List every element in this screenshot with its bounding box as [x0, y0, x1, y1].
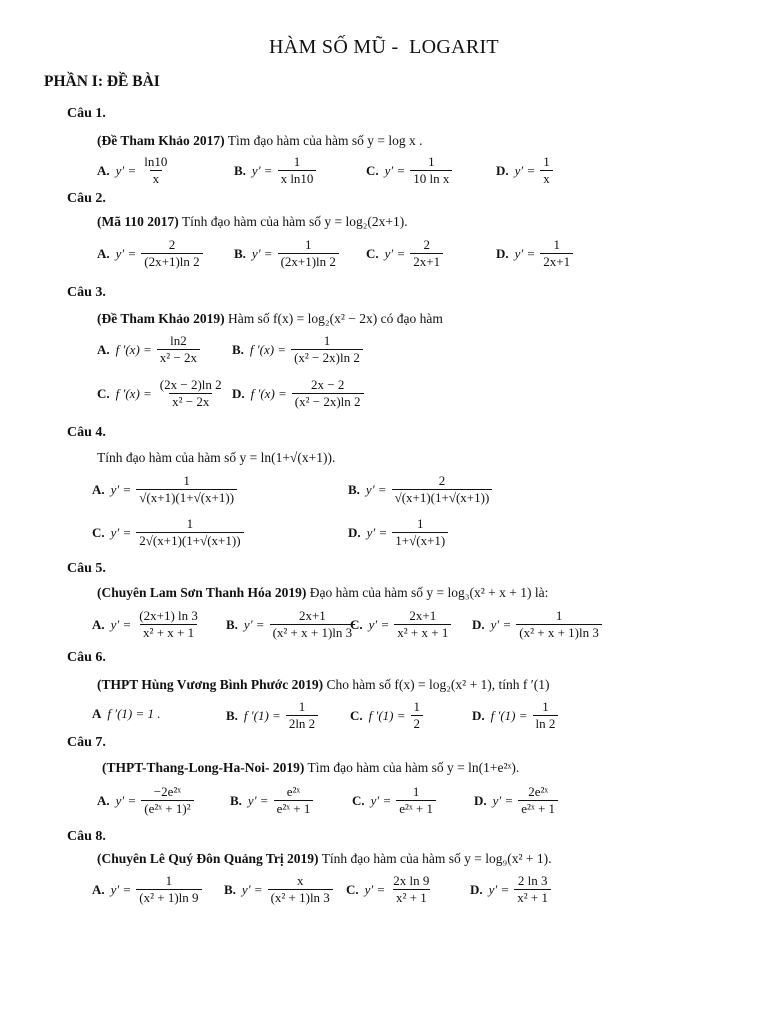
numerator: ln2 — [170, 333, 187, 348]
denominator: (x² + x + 1)ln 3 — [516, 624, 602, 641]
answer-option — [97, 155, 172, 187]
numerator: 2 — [438, 473, 446, 488]
numerator: 1 — [183, 473, 190, 488]
denominator: e²ˣ + 1 — [396, 800, 436, 817]
option-label: A. — [97, 246, 110, 262]
option-label: C. — [366, 246, 379, 262]
numerator: 1 — [428, 154, 435, 169]
numerator: x — [296, 873, 304, 888]
option-label: D. — [348, 525, 361, 541]
question-source: (Đề Tham Khảo 2017) — [97, 133, 225, 148]
question-6-heading: Câu 6. — [67, 650, 106, 665]
denominator: 2 — [411, 715, 424, 732]
question-1-prompt — [97, 133, 422, 149]
option-lhs: f ′(1) = — [368, 708, 406, 724]
denominator: x² − 2x — [157, 349, 200, 366]
fraction — [157, 378, 225, 410]
question-3-prompt — [97, 311, 443, 327]
question-text: Đạo hàm của hàm số y = log₃(x² + x + 1) là: — [309, 585, 549, 600]
numerator: 2e²ˣ — [528, 784, 549, 799]
option-label: B. — [224, 882, 236, 898]
option-lhs: y′ = — [490, 617, 512, 633]
option-label: B. — [226, 708, 238, 724]
option-lhs: y′ = — [370, 793, 392, 809]
option-lhs: f ′(x) = — [249, 342, 287, 358]
question-text: Tính đạo hàm của hàm số y = ln(1+√(x+1)). — [97, 450, 336, 465]
numerator: 1 — [304, 237, 312, 252]
denominator: x — [540, 170, 553, 187]
answer-option — [348, 517, 450, 549]
option-label: C. — [97, 386, 110, 402]
answer-option — [470, 874, 553, 906]
answer-option — [350, 700, 425, 732]
question-text: Tính đạo hàm của hàm số y = log₉(x² + 1). — [321, 851, 552, 866]
denominator: (x² + 1)ln 9 — [136, 889, 201, 906]
denominator: (2x+1)ln 2 — [278, 253, 339, 270]
option-lhs: y′ = — [364, 882, 386, 898]
fraction — [278, 238, 339, 270]
option-label: A. — [97, 163, 110, 179]
denominator: (x² − 2x)ln 2 — [292, 393, 364, 410]
question-source: (Mã 110 2017) — [97, 214, 179, 229]
option-lhs: y′ = — [514, 163, 536, 179]
fraction — [516, 609, 602, 641]
answer-option — [474, 785, 560, 817]
numerator: 1 — [543, 154, 550, 169]
answer-option — [232, 378, 366, 410]
question-2-heading: Câu 2. — [67, 191, 106, 206]
fraction — [136, 517, 243, 549]
denominator: √(x+1)(1+√(x+1)) — [392, 489, 493, 506]
option-lhs: f ′(1) = — [490, 708, 528, 724]
numerator: 1 — [323, 333, 331, 348]
answer-option — [97, 334, 202, 366]
option-label: C. — [350, 617, 363, 633]
fraction — [274, 785, 314, 817]
question-8-prompt — [97, 851, 552, 867]
option-label: C. — [352, 793, 365, 809]
numerator: 1 — [412, 784, 420, 799]
answer-option — [496, 238, 575, 270]
question-source: (Chuyên Lê Quý Đôn Quảng Trị 2019) — [97, 851, 319, 866]
fraction — [141, 785, 193, 817]
numerator: −2e²ˣ — [153, 784, 182, 799]
option-label: B. — [226, 617, 238, 633]
fraction — [278, 155, 317, 187]
option-lhs: y′ = — [251, 163, 273, 179]
option-label: D. — [472, 617, 485, 633]
option-label: D. — [472, 708, 485, 724]
option-lhs: f ′(x) = — [250, 386, 287, 402]
question-7-prompt — [102, 760, 519, 776]
option-label: D. — [496, 246, 509, 262]
question-3-heading: Câu 3. — [67, 285, 106, 300]
question-text: Cho hàm số f(x) = log₂(x² + 1), tính f ′(1) — [326, 677, 550, 692]
fraction — [518, 785, 558, 817]
fraction — [136, 874, 201, 906]
option-label: A. — [97, 793, 110, 809]
answer-option — [226, 609, 357, 641]
option-label: B. — [234, 246, 246, 262]
option-lhs: y′ = — [384, 246, 406, 262]
fraction — [136, 609, 201, 641]
denominator: e²ˣ + 1 — [518, 800, 558, 817]
option-label: D. — [496, 163, 509, 179]
fraction — [270, 609, 356, 641]
option-label: B. — [348, 482, 360, 498]
answer-option — [230, 785, 315, 817]
option-label: D. — [470, 882, 483, 898]
option-label: B. — [230, 793, 242, 809]
option-lhs: y′ = — [251, 246, 273, 262]
fraction — [540, 155, 553, 187]
option-label: D. — [474, 793, 487, 809]
question-7-heading: Câu 7. — [67, 735, 106, 750]
denominator: x² + 1 — [393, 889, 430, 906]
option-label: C. — [366, 163, 379, 179]
fraction — [410, 238, 443, 270]
numerator: 1 — [542, 699, 549, 714]
numerator: 1 — [413, 699, 421, 714]
answer-option — [496, 155, 555, 187]
option-label: D. — [232, 386, 245, 402]
numerator: 2x+1 — [298, 608, 326, 623]
question-text: Tìm đạo hàm của hàm số y = ln(1+e²ˣ). — [307, 760, 520, 775]
numerator: ln10 — [144, 154, 168, 169]
numerator: 1 — [165, 873, 173, 888]
denominator: x — [150, 170, 163, 187]
denominator: 2x+1 — [540, 253, 573, 270]
option-lhs: y′ = — [241, 882, 263, 898]
answer-option — [92, 609, 203, 641]
option-lhs: y′ = — [384, 163, 406, 179]
fraction — [286, 700, 318, 732]
option-lhs: y′ = — [115, 246, 137, 262]
denominator: 2x+1 — [410, 253, 443, 270]
option-label: C. — [350, 708, 363, 724]
numerator: 2 — [423, 237, 430, 252]
option-lhs: y′ = — [243, 617, 265, 633]
denominator: √(x+1)(1+√(x+1)) — [136, 489, 237, 506]
option-lhs: y′ = — [366, 525, 388, 541]
fraction — [392, 517, 448, 549]
answer-option — [97, 785, 196, 817]
fraction — [392, 474, 493, 506]
numerator: (2x − 2)ln 2 — [159, 377, 222, 392]
option-lhs: y′ = — [488, 882, 510, 898]
answer-option — [226, 700, 320, 732]
option-lhs: f ′(x) = — [115, 386, 152, 402]
answer-option — [92, 517, 246, 549]
option-label: A. — [92, 617, 105, 633]
numerator: 2x − 2 — [311, 377, 345, 392]
fraction — [394, 609, 451, 641]
answer-option — [472, 609, 604, 641]
answer-option — [92, 874, 204, 906]
numerator: 1 — [186, 516, 194, 531]
numerator: (2x+1) ln 3 — [139, 608, 198, 623]
answer-option — [366, 238, 445, 270]
answer-option — [472, 700, 560, 732]
answer-option — [352, 785, 438, 817]
fraction — [396, 785, 436, 817]
answer-option — [232, 334, 365, 366]
answer-option — [92, 474, 239, 506]
option-lhs: y′ = — [115, 163, 137, 179]
option-label: A. — [92, 882, 105, 898]
denominator: x ln10 — [278, 170, 317, 187]
option-lhs: y′ = — [247, 793, 269, 809]
denominator: (x² + 1)ln 3 — [268, 889, 333, 906]
answer-option — [92, 706, 164, 722]
option-label: B. — [232, 342, 244, 358]
option-lhs: f ′(x) = — [115, 342, 152, 358]
fraction — [268, 874, 333, 906]
answer-option — [350, 609, 453, 641]
numerator: 1 — [298, 699, 306, 714]
option-label: C. — [92, 525, 105, 541]
option-lhs: f ′(1) = — [243, 708, 281, 724]
question-6-prompt — [97, 677, 550, 693]
answer-option — [348, 474, 494, 506]
denominator: (2x+1)ln 2 — [141, 253, 202, 270]
option-label: A. — [97, 342, 110, 358]
denominator: x² + 1 — [514, 889, 551, 906]
numerator: 2x+1 — [409, 608, 437, 623]
numerator: 2 ln 3 — [517, 873, 548, 888]
fraction — [514, 874, 551, 906]
question-text: Tìm đạo hàm của hàm số y = log x . — [227, 133, 423, 148]
option-lhs: y′ = — [492, 793, 514, 809]
question-4-heading: Câu 4. — [67, 425, 106, 440]
question-4-prompt — [97, 450, 335, 466]
denominator: (x² − 2x)ln 2 — [291, 349, 363, 366]
question-2-prompt — [97, 214, 408, 230]
answer-option — [366, 155, 454, 187]
question-5-heading: Câu 5. — [67, 561, 106, 576]
fraction — [540, 238, 573, 270]
fraction — [141, 155, 170, 187]
numerator: 1 — [555, 608, 563, 623]
question-1-heading: Câu 1. — [67, 106, 106, 121]
question-5-prompt — [97, 585, 548, 601]
option-lhs: y′ = — [365, 482, 387, 498]
denominator: x² − 2x — [169, 393, 212, 410]
option-lhs: y′ = — [110, 482, 132, 498]
denominator: x² + x + 1 — [394, 624, 451, 641]
option-lhs: y′ = — [110, 617, 132, 633]
fraction — [141, 238, 202, 270]
numerator: 2x ln 9 — [393, 873, 430, 888]
denominator: 2ln 2 — [286, 715, 318, 732]
question-source: (THPT-Thang-Long-Ha-Noi- 2019) — [102, 760, 305, 775]
answer-option — [224, 874, 335, 906]
option-lhs: y′ = — [110, 882, 132, 898]
fraction — [533, 700, 559, 732]
option-lhs: y′ = — [115, 793, 137, 809]
numerator: e²ˣ — [286, 784, 301, 799]
question-8-heading: Câu 8. — [67, 829, 106, 844]
fraction — [136, 474, 237, 506]
fraction — [157, 334, 200, 366]
fraction — [292, 378, 364, 410]
numerator: 1 — [553, 237, 560, 252]
option-label: A. — [92, 482, 105, 498]
part-heading: PHẦN I: ĐỀ BÀI — [44, 73, 160, 90]
denominator: 10 ln x — [410, 170, 452, 187]
fraction — [390, 874, 432, 906]
answer-option — [97, 378, 227, 410]
option-lhs: y′ = — [368, 617, 390, 633]
question-source: (Đề Tham Khảo 2019) — [97, 311, 225, 326]
question-text: Tính đạo hàm của hàm số y = log₂(2x+1). — [181, 214, 408, 229]
option-lhs: y′ = — [514, 246, 536, 262]
fraction — [291, 334, 363, 366]
option-label: A — [92, 706, 102, 721]
option-label: B. — [234, 163, 246, 179]
question-text: Hàm số f(x) = log₂(x² − 2x) có đạo hàm — [228, 311, 443, 326]
question-source: (Chuyên Lam Sơn Thanh Hóa 2019) — [97, 585, 307, 600]
denominator: x² + x + 1 — [140, 624, 197, 641]
answer-option — [234, 155, 318, 187]
option-lhs: y′ = — [110, 525, 132, 541]
numerator: 1 — [417, 516, 424, 531]
option-lhs: f ′(1) = 1 . — [107, 706, 161, 721]
denominator: (e²ˣ + 1)² — [141, 800, 193, 817]
denominator: ln 2 — [533, 715, 559, 732]
fraction — [410, 155, 452, 187]
document-title: HÀM SỐ MŨ - LOGARIT — [269, 36, 499, 58]
question-source: (THPT Hùng Vương Bình Phước 2019) — [97, 677, 324, 692]
denominator: 1+√(x+1) — [392, 532, 448, 549]
fraction — [411, 700, 424, 732]
denominator: 2√(x+1)(1+√(x+1)) — [136, 532, 243, 549]
numerator: 1 — [293, 154, 301, 169]
denominator: e²ˣ + 1 — [274, 800, 314, 817]
option-label: C. — [346, 882, 359, 898]
answer-option — [234, 238, 341, 270]
answer-option — [346, 874, 434, 906]
denominator: (x² + x + 1)ln 3 — [270, 624, 356, 641]
answer-option — [97, 238, 205, 270]
numerator: 2 — [168, 237, 176, 252]
